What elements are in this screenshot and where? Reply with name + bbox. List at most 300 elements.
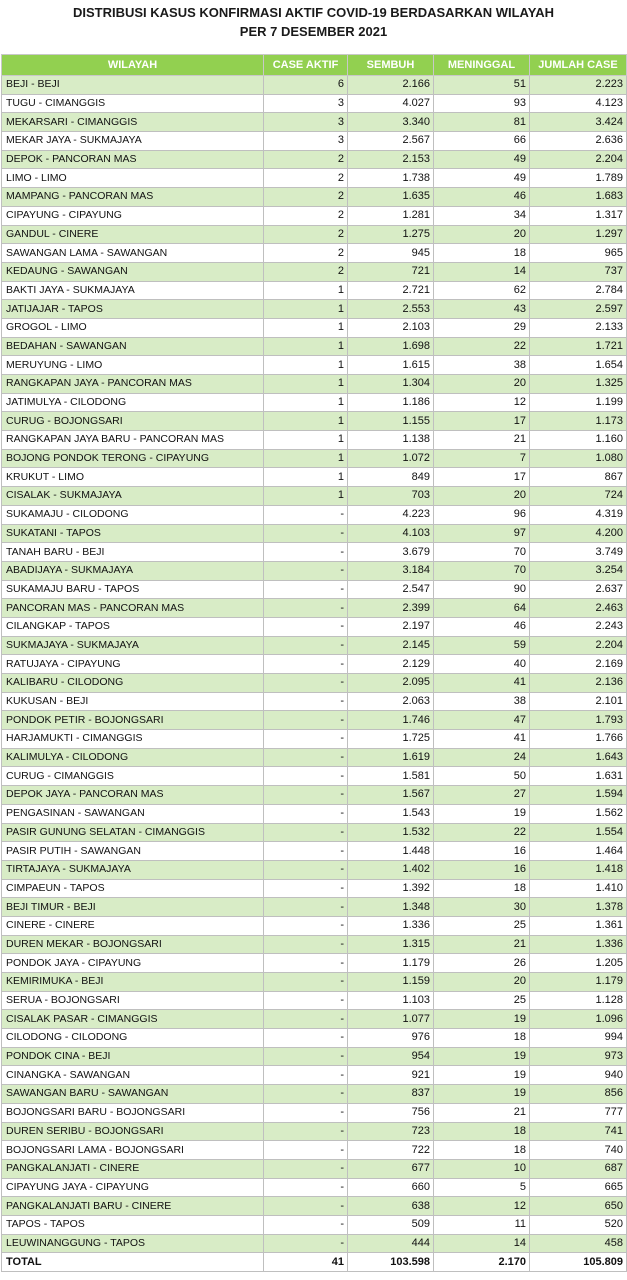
cell-meninggal: 20 — [434, 487, 530, 506]
cell-case-aktif: - — [264, 1029, 348, 1048]
table-row — [2, 711, 627, 730]
cell-wilayah: PANGKALANJATI BARU - CINERE — [2, 1197, 264, 1216]
cell-meninggal: 22 — [434, 337, 530, 356]
cell-wilayah: MEKARSARI - CIMANGGIS — [2, 113, 264, 132]
table-row — [2, 954, 627, 973]
cell-wilayah: LEUWINANGGUNG - TAPOS — [2, 1234, 264, 1253]
cell-sembuh: 4.103 — [348, 524, 434, 543]
cell-case-aktif: - — [264, 543, 348, 562]
cell-wilayah: CISALAK PASAR - CIMANGGIS — [2, 1010, 264, 1029]
table-row — [2, 412, 627, 431]
cell-wilayah: KALIMULYA - CILODONG — [2, 748, 264, 767]
cell-jumlah-case: 2.169 — [530, 655, 627, 674]
cell-sembuh: 1.275 — [348, 225, 434, 244]
table-footer — [2, 1253, 627, 1272]
cell-jumlah-case: 1.793 — [530, 711, 627, 730]
cell-jumlah-case: 4.200 — [530, 524, 627, 543]
table-row — [2, 1215, 627, 1234]
table-row — [2, 524, 627, 543]
table-row — [2, 449, 627, 468]
cell-meninggal: 14 — [434, 262, 530, 281]
cell-case-aktif: - — [264, 692, 348, 711]
cell-wilayah: DEPOK JAYA - PANCORAN MAS — [2, 786, 264, 805]
header-row — [2, 55, 627, 76]
cell-meninggal: 22 — [434, 823, 530, 842]
cell-wilayah: CISALAK - SUKMAJAYA — [2, 487, 264, 506]
cell-wilayah: TUGU - CIMANGGIS — [2, 94, 264, 113]
table-row — [2, 786, 627, 805]
cell-case-aktif: - — [264, 655, 348, 674]
cell-wilayah: PANCORAN MAS - PANCORAN MAS — [2, 599, 264, 618]
cell-jumlah-case: 1.654 — [530, 356, 627, 375]
cell-case-aktif: - — [264, 599, 348, 618]
total-meninggal: 2.170 — [434, 1253, 530, 1272]
cell-meninggal: 30 — [434, 898, 530, 917]
cell-jumlah-case: 1.361 — [530, 916, 627, 935]
cell-meninggal: 90 — [434, 580, 530, 599]
cell-jumlah-case: 3.254 — [530, 561, 627, 580]
cell-sembuh: 1.619 — [348, 748, 434, 767]
table-row — [2, 916, 627, 935]
cell-case-aktif: - — [264, 580, 348, 599]
cell-meninggal: 19 — [434, 1010, 530, 1029]
cell-case-aktif: - — [264, 1141, 348, 1160]
cell-wilayah: BEJI TIMUR - BEJI — [2, 898, 264, 917]
cell-case-aktif: - — [264, 748, 348, 767]
table-row — [2, 468, 627, 487]
cell-jumlah-case: 1.464 — [530, 842, 627, 861]
cell-case-aktif: 1 — [264, 281, 348, 300]
cell-case-aktif: - — [264, 916, 348, 935]
cell-sembuh: 1.155 — [348, 412, 434, 431]
cell-sembuh: 1.336 — [348, 916, 434, 935]
document-subtitle: PER 7 DESEMBER 2021 — [239, 24, 388, 39]
table-row — [2, 393, 627, 412]
total-case-aktif: 41 — [264, 1253, 348, 1272]
cell-wilayah: CURUG - BOJONGSARI — [2, 412, 264, 431]
cell-wilayah: CILODONG - CILODONG — [2, 1029, 264, 1048]
cell-jumlah-case: 1.199 — [530, 393, 627, 412]
cell-sembuh: 2.553 — [348, 300, 434, 319]
cell-jumlah-case: 994 — [530, 1029, 627, 1048]
table-row — [2, 337, 627, 356]
cell-sembuh: 2.547 — [348, 580, 434, 599]
cell-meninggal: 93 — [434, 94, 530, 113]
cell-jumlah-case: 1.721 — [530, 337, 627, 356]
table-row — [2, 935, 627, 954]
cell-wilayah: MEKAR JAYA - SUKMAJAYA — [2, 132, 264, 151]
cell-meninggal: 20 — [434, 375, 530, 394]
cell-jumlah-case: 1.179 — [530, 973, 627, 992]
cell-jumlah-case: 4.319 — [530, 505, 627, 524]
cell-sembuh: 1.698 — [348, 337, 434, 356]
cell-wilayah: PONDOK JAYA - CIPAYUNG — [2, 954, 264, 973]
cell-case-aktif: 2 — [264, 188, 348, 207]
cell-wilayah: SUKATANI - TAPOS — [2, 524, 264, 543]
cell-wilayah: MAMPANG - PANCORAN MAS — [2, 188, 264, 207]
cell-meninggal: 38 — [434, 356, 530, 375]
cell-case-aktif: - — [264, 860, 348, 879]
table-row — [2, 1141, 627, 1160]
cell-wilayah: SUKAMAJU BARU - TAPOS — [2, 580, 264, 599]
cell-jumlah-case: 940 — [530, 1066, 627, 1085]
cell-jumlah-case: 777 — [530, 1103, 627, 1122]
cell-meninggal: 46 — [434, 188, 530, 207]
cell-case-aktif: 1 — [264, 393, 348, 412]
cell-jumlah-case: 2.204 — [530, 636, 627, 655]
cell-sembuh: 1.392 — [348, 879, 434, 898]
cell-case-aktif: - — [264, 786, 348, 805]
cell-case-aktif: - — [264, 1122, 348, 1141]
cell-jumlah-case: 724 — [530, 487, 627, 506]
cell-meninggal: 64 — [434, 599, 530, 618]
cell-jumlah-case: 3.424 — [530, 113, 627, 132]
cell-wilayah: KEMIRIMUKA - BEJI — [2, 973, 264, 992]
cell-sembuh: 2.197 — [348, 617, 434, 636]
header-sembuh: SEMBUH — [348, 55, 434, 76]
cell-sembuh: 509 — [348, 1215, 434, 1234]
cell-case-aktif: - — [264, 674, 348, 693]
header-jumlah-case: JUMLAH CASE — [530, 55, 627, 76]
cell-meninggal: 70 — [434, 561, 530, 580]
cell-jumlah-case: 4.123 — [530, 94, 627, 113]
table-row — [2, 879, 627, 898]
cell-sembuh: 921 — [348, 1066, 434, 1085]
cell-wilayah: CURUG - CIMANGGIS — [2, 767, 264, 786]
cell-meninggal: 47 — [434, 711, 530, 730]
cases-table — [1, 54, 627, 1272]
cell-sembuh: 1.077 — [348, 1010, 434, 1029]
cell-sembuh: 1.448 — [348, 842, 434, 861]
table-row — [2, 300, 627, 319]
cell-sembuh: 722 — [348, 1141, 434, 1160]
cell-jumlah-case: 1.683 — [530, 188, 627, 207]
cell-sembuh: 945 — [348, 244, 434, 263]
table-row — [2, 487, 627, 506]
cell-case-aktif: - — [264, 1010, 348, 1029]
table-row — [2, 1085, 627, 1104]
table-row — [2, 636, 627, 655]
cell-sembuh: 1.543 — [348, 804, 434, 823]
header-wilayah: WILAYAH — [2, 55, 264, 76]
cell-wilayah: RANGKAPAN JAYA BARU - PANCORAN MAS — [2, 431, 264, 450]
table-row — [2, 1234, 627, 1253]
cell-jumlah-case: 1.173 — [530, 412, 627, 431]
cell-jumlah-case: 1.643 — [530, 748, 627, 767]
cell-meninggal: 27 — [434, 786, 530, 805]
cell-wilayah: SAWANGAN BARU - SAWANGAN — [2, 1085, 264, 1104]
cell-jumlah-case: 965 — [530, 244, 627, 263]
cell-meninggal: 18 — [434, 879, 530, 898]
cell-jumlah-case: 2.597 — [530, 300, 627, 319]
cell-case-aktif: - — [264, 842, 348, 861]
cell-jumlah-case: 2.223 — [530, 76, 627, 95]
cell-meninggal: 18 — [434, 1141, 530, 1160]
cell-wilayah: HARJAMUKTI - CIMANGGIS — [2, 730, 264, 749]
cell-jumlah-case: 1.554 — [530, 823, 627, 842]
table-row — [2, 169, 627, 188]
cell-meninggal: 19 — [434, 804, 530, 823]
table-row — [2, 1066, 627, 1085]
cell-sembuh: 1.315 — [348, 935, 434, 954]
table-row — [2, 262, 627, 281]
cell-meninggal: 49 — [434, 150, 530, 169]
cell-meninggal: 17 — [434, 412, 530, 431]
cell-case-aktif: - — [264, 823, 348, 842]
cell-jumlah-case: 2.136 — [530, 674, 627, 693]
cell-wilayah: CIPAYUNG JAYA - CIPAYUNG — [2, 1178, 264, 1197]
cell-case-aktif: - — [264, 711, 348, 730]
cell-wilayah: KALIBARU - CILODONG — [2, 674, 264, 693]
cell-jumlah-case: 687 — [530, 1159, 627, 1178]
cell-jumlah-case: 973 — [530, 1047, 627, 1066]
cell-case-aktif: 1 — [264, 431, 348, 450]
cell-meninggal: 46 — [434, 617, 530, 636]
cell-case-aktif: 3 — [264, 94, 348, 113]
cell-wilayah: MERUYUNG - LIMO — [2, 356, 264, 375]
cell-sembuh: 2.063 — [348, 692, 434, 711]
cell-jumlah-case: 2.243 — [530, 617, 627, 636]
cell-meninggal: 70 — [434, 543, 530, 562]
cell-case-aktif: - — [264, 730, 348, 749]
total-sembuh: 103.598 — [348, 1253, 434, 1272]
cell-sembuh: 1.186 — [348, 393, 434, 412]
cell-meninggal: 59 — [434, 636, 530, 655]
cell-jumlah-case: 1.325 — [530, 375, 627, 394]
table-row — [2, 431, 627, 450]
table-row — [2, 804, 627, 823]
cell-wilayah: SUKAMAJU - CILODONG — [2, 505, 264, 524]
cell-meninggal: 21 — [434, 1103, 530, 1122]
cell-sembuh: 954 — [348, 1047, 434, 1066]
cell-sembuh: 1.635 — [348, 188, 434, 207]
table-row — [2, 375, 627, 394]
table-row — [2, 580, 627, 599]
cell-case-aktif: - — [264, 1103, 348, 1122]
cell-sembuh: 1.725 — [348, 730, 434, 749]
cell-sembuh: 2.095 — [348, 674, 434, 693]
cell-wilayah: BAKTI JAYA - SUKMAJAYA — [2, 281, 264, 300]
cell-wilayah: ABADIJAYA - SUKMAJAYA — [2, 561, 264, 580]
cell-meninggal: 19 — [434, 1066, 530, 1085]
cell-case-aktif: 3 — [264, 132, 348, 151]
cell-wilayah: PENGASINAN - SAWANGAN — [2, 804, 264, 823]
cell-sembuh: 677 — [348, 1159, 434, 1178]
table-row — [2, 1178, 627, 1197]
cell-case-aktif: - — [264, 767, 348, 786]
table-row — [2, 1103, 627, 1122]
document-title: DISTRIBUSI KASUS KONFIRMASI AKTIF COVID-19 BERDASARKAN WILAYAH — [72, 5, 555, 20]
cell-jumlah-case: 737 — [530, 262, 627, 281]
cell-jumlah-case: 740 — [530, 1141, 627, 1160]
cell-meninggal: 20 — [434, 225, 530, 244]
cell-case-aktif: 1 — [264, 356, 348, 375]
cell-sembuh: 1.402 — [348, 860, 434, 879]
cell-meninggal: 51 — [434, 76, 530, 95]
cell-jumlah-case: 650 — [530, 1197, 627, 1216]
table-row — [2, 730, 627, 749]
cell-case-aktif: - — [264, 1178, 348, 1197]
cell-meninggal: 5 — [434, 1178, 530, 1197]
table-row — [2, 748, 627, 767]
cell-sembuh: 4.223 — [348, 505, 434, 524]
cell-jumlah-case: 741 — [530, 1122, 627, 1141]
cell-jumlah-case: 867 — [530, 468, 627, 487]
cell-sembuh: 1.304 — [348, 375, 434, 394]
table-row — [2, 692, 627, 711]
cell-case-aktif: 2 — [264, 262, 348, 281]
table-row — [2, 505, 627, 524]
cell-wilayah: JATIJAJAR - TAPOS — [2, 300, 264, 319]
cell-wilayah: KRUKUT - LIMO — [2, 468, 264, 487]
cell-wilayah: PONDOK CINA - BEJI — [2, 1047, 264, 1066]
cell-wilayah: PANGKALANJATI - CINERE — [2, 1159, 264, 1178]
cell-wilayah: BOJONG PONDOK TERONG - CIPAYUNG — [2, 449, 264, 468]
cell-case-aktif: - — [264, 617, 348, 636]
cell-meninggal: 97 — [434, 524, 530, 543]
cell-wilayah: DEPOK - PANCORAN MAS — [2, 150, 264, 169]
cell-meninggal: 25 — [434, 991, 530, 1010]
table-row — [2, 113, 627, 132]
table-row — [2, 1197, 627, 1216]
cell-meninggal: 24 — [434, 748, 530, 767]
cell-sembuh: 756 — [348, 1103, 434, 1122]
cell-wilayah: BOJONGSARI BARU - BOJONGSARI — [2, 1103, 264, 1122]
cell-meninggal: 16 — [434, 842, 530, 861]
cell-sembuh: 444 — [348, 1234, 434, 1253]
cell-sembuh: 976 — [348, 1029, 434, 1048]
cell-jumlah-case: 1.317 — [530, 206, 627, 225]
cell-meninggal: 43 — [434, 300, 530, 319]
cell-case-aktif: - — [264, 561, 348, 580]
cell-case-aktif: - — [264, 636, 348, 655]
cell-wilayah: CINANGKA - SAWANGAN — [2, 1066, 264, 1085]
cell-case-aktif: 1 — [264, 318, 348, 337]
cell-case-aktif: - — [264, 505, 348, 524]
table-row — [2, 1159, 627, 1178]
cell-jumlah-case: 1.631 — [530, 767, 627, 786]
cell-sembuh: 1.348 — [348, 898, 434, 917]
total-label: TOTAL — [2, 1253, 264, 1272]
table-row — [2, 973, 627, 992]
cell-case-aktif: - — [264, 935, 348, 954]
table-row — [2, 898, 627, 917]
table-row — [2, 225, 627, 244]
cell-case-aktif: - — [264, 973, 348, 992]
cell-case-aktif: 3 — [264, 113, 348, 132]
cell-case-aktif: 2 — [264, 150, 348, 169]
table-row — [2, 860, 627, 879]
cell-meninggal: 18 — [434, 244, 530, 263]
cell-sembuh: 1.072 — [348, 449, 434, 468]
cell-wilayah: KEDAUNG - SAWANGAN — [2, 262, 264, 281]
cell-meninggal: 49 — [434, 169, 530, 188]
cell-wilayah: TAPOS - TAPOS — [2, 1215, 264, 1234]
table-row — [2, 1010, 627, 1029]
table-row — [2, 1029, 627, 1048]
cell-meninggal: 62 — [434, 281, 530, 300]
table-row — [2, 655, 627, 674]
cell-case-aktif: 6 — [264, 76, 348, 95]
cell-jumlah-case: 1.594 — [530, 786, 627, 805]
cell-sembuh: 1.138 — [348, 431, 434, 450]
cell-sembuh: 3.679 — [348, 543, 434, 562]
cell-meninggal: 41 — [434, 674, 530, 693]
cell-wilayah: TANAH BARU - BEJI — [2, 543, 264, 562]
cell-meninggal: 19 — [434, 1047, 530, 1066]
total-jumlah-case: 105.809 — [530, 1253, 627, 1272]
cell-wilayah: DUREN SERIBU - BOJONGSARI — [2, 1122, 264, 1141]
cell-case-aktif: - — [264, 991, 348, 1010]
cell-meninggal: 81 — [434, 113, 530, 132]
table-row — [2, 1122, 627, 1141]
cell-meninggal: 10 — [434, 1159, 530, 1178]
cell-sembuh: 1.615 — [348, 356, 434, 375]
cell-wilayah: CIPAYUNG - CIPAYUNG — [2, 206, 264, 225]
cell-wilayah: LIMO - LIMO — [2, 169, 264, 188]
cell-sembuh: 1.746 — [348, 711, 434, 730]
cell-meninggal: 12 — [434, 1197, 530, 1216]
cell-wilayah: TIRTAJAYA - SUKMAJAYA — [2, 860, 264, 879]
table-row — [2, 244, 627, 263]
cell-case-aktif: 1 — [264, 300, 348, 319]
cell-wilayah: PASIR PUTIH - SAWANGAN — [2, 842, 264, 861]
cell-meninggal: 41 — [434, 730, 530, 749]
cell-case-aktif: - — [264, 524, 348, 543]
table-row — [2, 842, 627, 861]
cell-meninggal: 21 — [434, 431, 530, 450]
cell-meninggal: 16 — [434, 860, 530, 879]
cell-wilayah: GROGOL - LIMO — [2, 318, 264, 337]
table-row — [2, 543, 627, 562]
cell-meninggal: 14 — [434, 1234, 530, 1253]
cell-meninggal: 19 — [434, 1085, 530, 1104]
cell-wilayah: SERUA - BOJONGSARI — [2, 991, 264, 1010]
cell-sembuh: 721 — [348, 262, 434, 281]
cell-jumlah-case: 665 — [530, 1178, 627, 1197]
cell-case-aktif: 1 — [264, 412, 348, 431]
cell-jumlah-case: 2.101 — [530, 692, 627, 711]
cell-jumlah-case: 2.784 — [530, 281, 627, 300]
table-row — [2, 823, 627, 842]
cell-wilayah: CILANGKAP - TAPOS — [2, 617, 264, 636]
header-case-aktif: CASE AKTIF — [264, 55, 348, 76]
table-row — [2, 132, 627, 151]
cell-meninggal: 26 — [434, 954, 530, 973]
cell-meninggal: 34 — [434, 206, 530, 225]
cell-sembuh: 1.179 — [348, 954, 434, 973]
cell-sembuh: 2.129 — [348, 655, 434, 674]
cell-jumlah-case: 1.297 — [530, 225, 627, 244]
cell-case-aktif: 1 — [264, 487, 348, 506]
cell-wilayah: RATUJAYA - CIPAYUNG — [2, 655, 264, 674]
cell-case-aktif: 2 — [264, 244, 348, 263]
table-header — [2, 55, 627, 76]
cell-jumlah-case: 1.336 — [530, 935, 627, 954]
cell-case-aktif: - — [264, 804, 348, 823]
header-meninggal: MENINGGAL — [434, 55, 530, 76]
table-row — [2, 356, 627, 375]
cell-meninggal: 50 — [434, 767, 530, 786]
cell-sembuh: 2.721 — [348, 281, 434, 300]
table-row — [2, 617, 627, 636]
cell-sembuh: 3.184 — [348, 561, 434, 580]
cell-case-aktif: - — [264, 1234, 348, 1253]
cell-jumlah-case: 1.205 — [530, 954, 627, 973]
cell-meninggal: 25 — [434, 916, 530, 935]
cell-sembuh: 1.103 — [348, 991, 434, 1010]
cell-jumlah-case: 1.378 — [530, 898, 627, 917]
